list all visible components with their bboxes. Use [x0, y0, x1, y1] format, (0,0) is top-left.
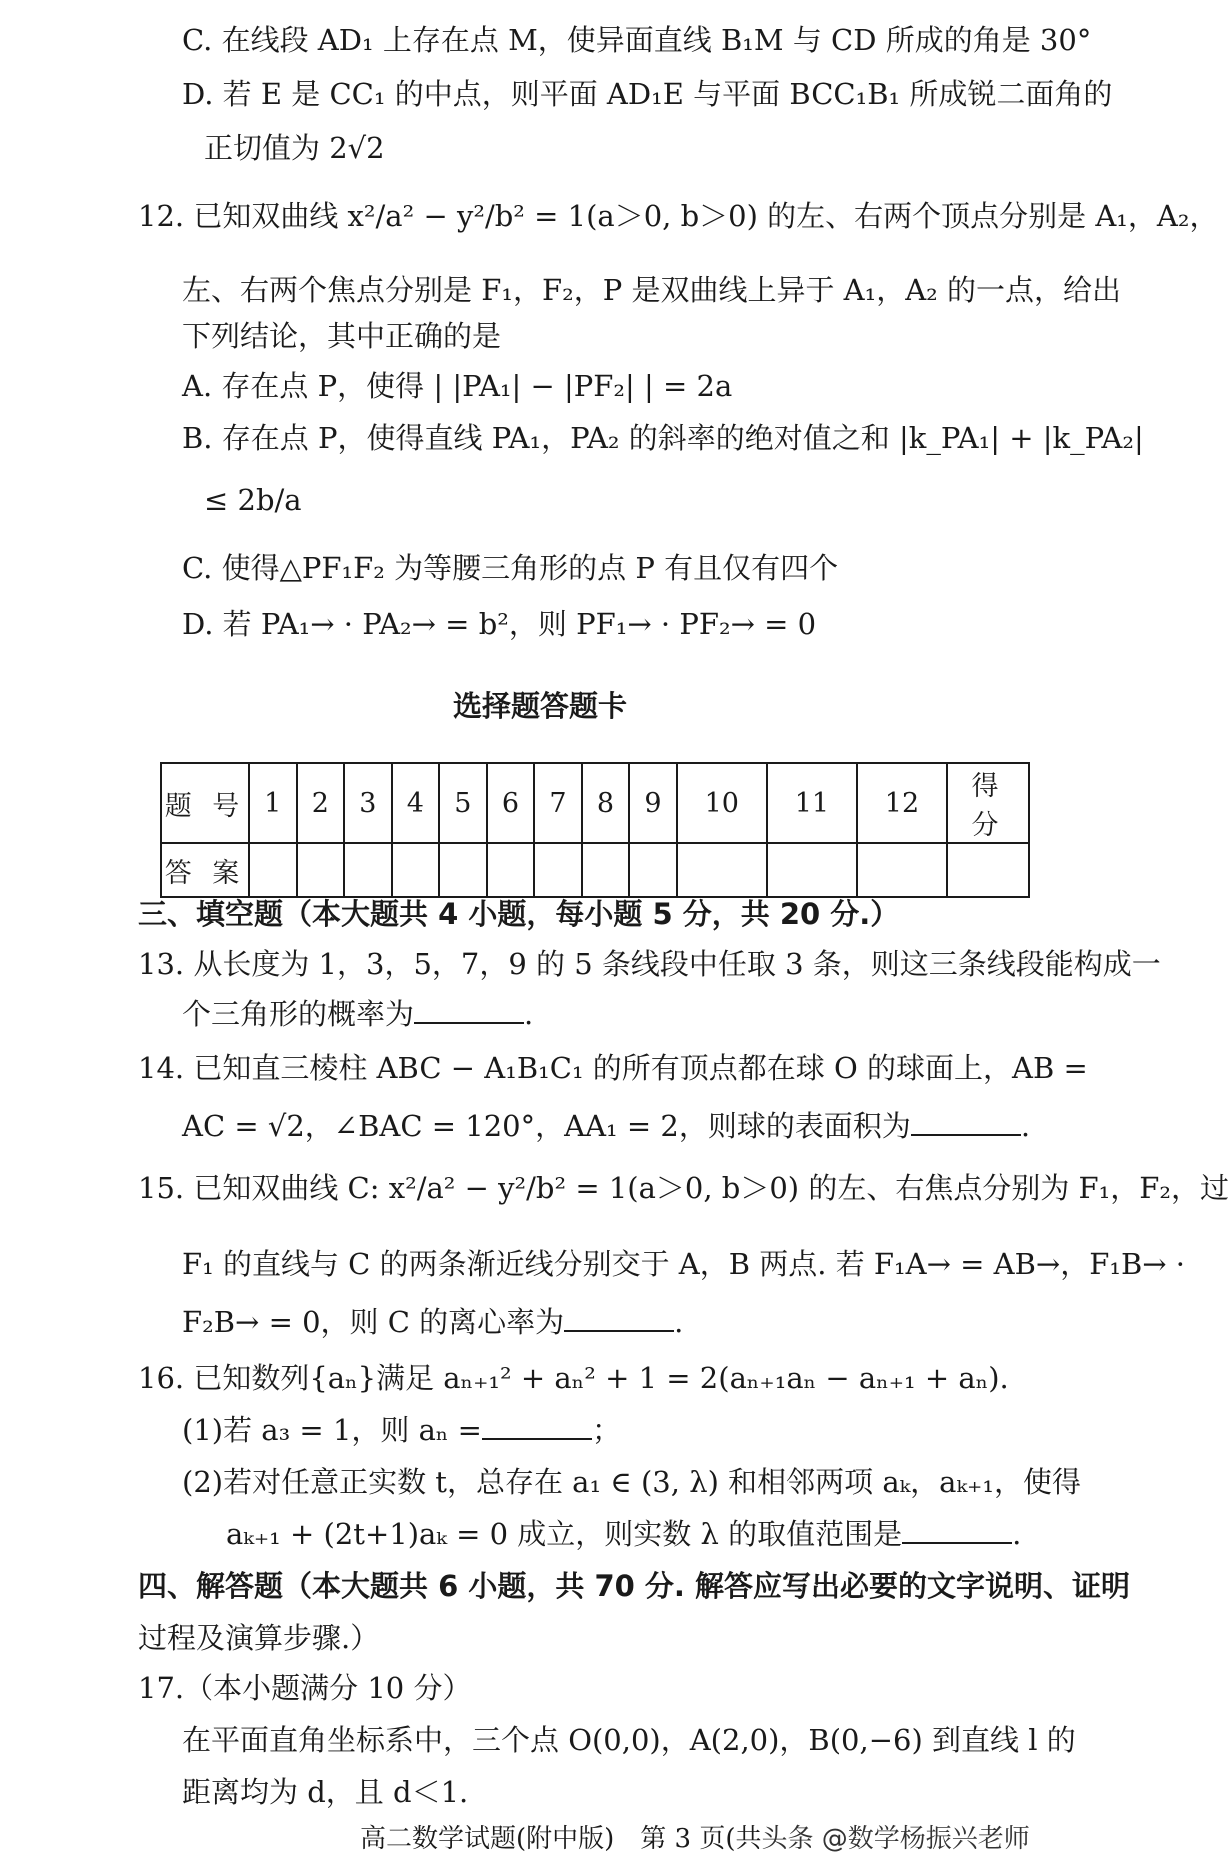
- answer-card-title: 选择题答题卡: [452, 689, 627, 723]
- text-line-15c: [182, 1302, 683, 1342]
- text-line-12C: [182, 548, 838, 588]
- answer-blank[interactable]: [414, 996, 524, 1024]
- text-line-12a: [138, 196, 1219, 236]
- question-number-cell: 1: [249, 763, 297, 843]
- question-number-cell: 3: [344, 763, 392, 843]
- line-text: D. 若 E 是 CC₁ 的中点，则平面 AD₁E 与平面 BCC₁B₁ 所成锐二面角的: [182, 77, 1113, 111]
- answer-blank[interactable]: [564, 1304, 674, 1332]
- answer-cell[interactable]: [487, 843, 535, 897]
- text-line-12c: [182, 316, 501, 356]
- row-label-answer: 答 案: [161, 843, 249, 897]
- text-line-11c: [182, 20, 1091, 60]
- line-text: C. 使得△PF₁F₂ 为等腰三角形的点 P 有且仅有四个: [182, 551, 839, 585]
- watermark: 头条 @数学杨振兴老师: [761, 1824, 1030, 1854]
- line-text: 正切值为 2√2: [204, 131, 385, 165]
- line-text: 在平面直角坐标系中，三个点 O(0,0)，A(2,0)，B(0,−6) 到直线 l 的: [182, 1723, 1076, 1757]
- blank-punct: .: [1020, 1109, 1031, 1143]
- answer-cell[interactable]: [344, 843, 392, 897]
- text-line-16d: [226, 1514, 1021, 1554]
- text-line-12A: [182, 366, 732, 406]
- line-text: D. 若 PA₁→ · PA₂→ = b²，则 PF₁→ · PF₂→ = 0: [182, 607, 817, 641]
- text-line-14b: [182, 1106, 1030, 1146]
- question-number-cell: 11: [767, 763, 857, 843]
- blank-punct: .: [1012, 1517, 1022, 1551]
- text-line-12B2: [204, 480, 302, 520]
- answer-blank[interactable]: [482, 1412, 592, 1440]
- answer-cell[interactable]: [767, 843, 857, 897]
- answer-cell[interactable]: [582, 843, 630, 897]
- page-footer: [360, 1818, 1030, 1855]
- line-text: (1)若 a₃ = 1，则 aₙ =: [182, 1413, 482, 1447]
- question-number-cell: 10: [677, 763, 767, 843]
- text-line-17a: [138, 1668, 471, 1708]
- answer-cell[interactable]: [857, 843, 947, 897]
- text-line-17b: [182, 1720, 1076, 1760]
- blank-punct: ；: [591, 1413, 621, 1447]
- text-line-12D: [182, 604, 816, 644]
- answer-cell[interactable]: [677, 843, 767, 897]
- question-number-cell: 2: [297, 763, 345, 843]
- score-cell[interactable]: [947, 843, 1029, 897]
- text-line-14a: [138, 1048, 1088, 1088]
- line-text: F₁ 的直线与 C 的两条渐近线分别交于 A，B 两点. 若 F₁A→ = AB→，F₁B→ ·: [182, 1247, 1186, 1281]
- question-number-cell: 4: [392, 763, 440, 843]
- line-text: 16. 已知数列{aₙ}满足 aₙ₊₁² + aₙ² + 1 = 2(aₙ₊₁aₙ − aₙ₊₁ + aₙ).: [138, 1361, 1009, 1395]
- line-text: 17.（本小题满分 10 分）: [138, 1671, 472, 1705]
- line-text: 13. 从长度为 1，3，5，7，9 的 5 条线段中任取 3 条，则这三条线段能构成一: [138, 947, 1161, 981]
- line-text: 下列结论，其中正确的是: [182, 319, 502, 353]
- answer-cell[interactable]: [249, 843, 297, 897]
- question-number-cell: 12: [857, 763, 947, 843]
- line-text: 距离均为 d，且 d＜1.: [182, 1775, 469, 1809]
- text-line-16a: [138, 1358, 1009, 1398]
- text-line-16c: [182, 1462, 1081, 1502]
- line-text: F₂B→ = 0，则 C 的离心率为: [182, 1305, 565, 1339]
- answer-blank[interactable]: [902, 1516, 1012, 1544]
- line-text: C. 在线段 AD₁ 上存在点 M，使异面直线 B₁M 与 CD 所成的角是 30°: [182, 23, 1092, 57]
- line-text: 过程及演算步骤.）: [138, 1621, 380, 1655]
- text-line-12b: [182, 270, 1121, 310]
- line-text: ≤ 2b/a: [204, 483, 302, 517]
- answer-card-number-row: [161, 763, 1029, 843]
- line-text: 14. 已知直三棱柱 ABC − A₁B₁C₁ 的所有顶点都在球 O 的球面上，AB =: [138, 1051, 1088, 1085]
- answer-cell[interactable]: [439, 843, 487, 897]
- blank-punct: .: [674, 1305, 684, 1339]
- line-text: aₖ₊₁ + (2t+1)aₖ = 0 成立，则实数 λ 的取值范围是: [226, 1517, 903, 1551]
- answer-cell[interactable]: [629, 843, 677, 897]
- answer-cell[interactable]: [534, 843, 582, 897]
- blank-punct: .: [524, 997, 534, 1031]
- text-line-s3: [138, 894, 899, 934]
- question-number-cell: 9: [629, 763, 677, 843]
- line-text: A. 存在点 P，使得 | |PA₁| − |PF₂| | = 2a: [182, 369, 733, 403]
- text-line-13a: [138, 944, 1161, 984]
- question-number-cell: 5: [439, 763, 487, 843]
- question-number-cell: 6: [487, 763, 535, 843]
- line-text: 12. 已知双曲线 x²/a² − y²/b² = 1(a＞0, b＞0) 的左、右两个顶点分别是 A₁，A₂，: [138, 199, 1219, 233]
- text-line-s4b: [138, 1618, 379, 1658]
- text-line-13b: [182, 994, 533, 1034]
- answer-blank[interactable]: [911, 1108, 1021, 1136]
- question-number-cell: 7: [534, 763, 582, 843]
- text-line-11d2: [204, 128, 385, 168]
- line-text: 四、解答题（本大题共 6 小题，共 70 分. 解答应写出必要的文字说明、证明: [138, 1569, 1131, 1603]
- line-text: AC = √2，∠BAC = 120°，AA₁ = 2，则球的表面积为: [182, 1109, 911, 1143]
- line-text: 三、填空题（本大题共 4 小题，每小题 5 分，共 20 分.）: [138, 897, 900, 931]
- text-line-12B: [182, 418, 1144, 458]
- text-line-s4: [138, 1566, 1130, 1606]
- answer-cell[interactable]: [297, 843, 345, 897]
- line-text: 左、右两个焦点分别是 F₁，F₂，P 是双曲线上异于 A₁，A₂ 的一点，给出: [182, 273, 1122, 307]
- footer-text: 高二数学试题(附中版) 第 3 页(共: [360, 1824, 762, 1854]
- question-number-cell: 8: [582, 763, 630, 843]
- text-line-15b: [182, 1244, 1185, 1284]
- score-label-cell: 得 分: [947, 763, 1029, 843]
- text-line-15a: [138, 1168, 1229, 1208]
- text-line-16b: [182, 1410, 621, 1450]
- line-text: B. 存在点 P，使得直线 PA₁，PA₂ 的斜率的绝对值之和 |k_PA₁| + |k_PA₂|: [182, 421, 1144, 455]
- answer-card-table: [160, 762, 1030, 898]
- line-text: 15. 已知双曲线 C: x²/a² − y²/b² = 1(a＞0, b＞0) 的左、右焦点分别为 F₁，F₂，过: [138, 1171, 1229, 1205]
- answer-cell[interactable]: [392, 843, 440, 897]
- line-text: 个三角形的概率为: [182, 997, 415, 1031]
- line-text: (2)若对任意正实数 t，总存在 a₁ ∈ (3, λ) 和相邻两项 aₖ，aₖ₊₁，使得: [182, 1465, 1081, 1499]
- text-line-17c: [182, 1772, 468, 1812]
- answer-card-answer-row: [161, 843, 1029, 897]
- row-label-number: 题 号: [161, 763, 249, 843]
- text-line-11d: [182, 74, 1112, 114]
